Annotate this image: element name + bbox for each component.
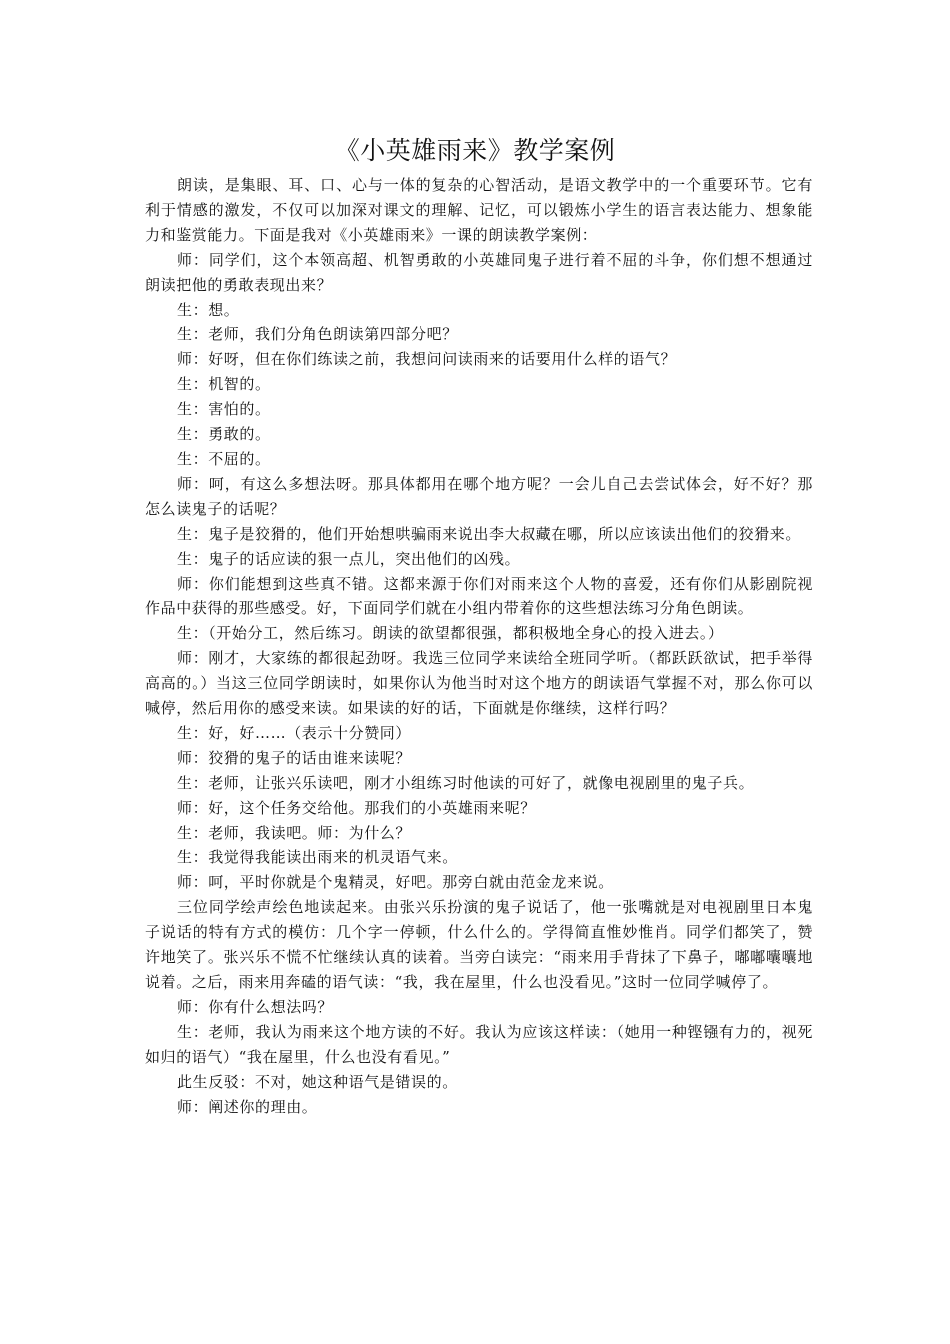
split-line-left: 生：老师，我读吧。	[177, 823, 318, 842]
paragraph: 生：鬼子是狡猾的，他们开始想哄骗雨来说出李大叔藏在哪，所以应该读出他们的狡猾来。	[177, 524, 802, 543]
paragraph: 生：想。	[177, 300, 240, 319]
paragraph: 生：机智的。	[177, 375, 271, 394]
paragraph: 生：害怕的。	[177, 400, 271, 419]
paragraph: 生：老师，我们分角色朗读第四部分吧？	[177, 325, 458, 344]
paragraph: 师：呵，平时你就是个鬼精灵，好吧。那旁白就由范金龙来说。	[177, 873, 614, 892]
paragraph: 师：好呀，但在你们练读之前，我想问问读雨来的话要用什么样的语气？	[177, 350, 677, 369]
document-title: 《小英雄雨来》教学案例	[334, 136, 616, 165]
paragraph: 师：刚才，大家练的都很起劲呀。我选三位同学来读给全班同学听。（都跃跃欲试，把手举得高高的。）当这三位同学朗读时，如果你认为他当时对这个地方的朗读语气掌握不对，那么你可以喊停，然后用你的感受来读。如果读的好的话，下面就是你继续，这样行吗？	[145, 649, 813, 718]
paragraph: 师：狡猾的鬼子的话由谁来读呢？	[177, 748, 412, 767]
paragraph: 生：老师，让张兴乐读吧，刚才小组练习时他读的可好了，就像电视剧里的鬼子兵。	[177, 773, 755, 792]
paragraph: 师：你们能想到这些真不错。这都来源于你们对雨来这个人物的喜爱，还有你们从影剧院视作品中获得的那些感受。好，下面同学们就在小组内带着你的这些想法练习分角色朗读。	[145, 574, 813, 618]
paragraph: 生：好，好……（表示十分赞同）	[177, 723, 412, 742]
paragraph: 生：鬼子的话应读的狠一点儿，突出他们的凶残。	[177, 549, 521, 568]
paragraph: 师：好，这个任务交给他。那我们的小英雄雨来呢？	[177, 798, 536, 817]
paragraph: 三位同学绘声绘色地读起来。由张兴乐扮演的鬼子说话了，他一张嘴就是对电视剧里日本鬼子说话的特有方式的模仿：几个字一停顿，什么什么的。学得简直惟妙惟肖。同学们都笑了，赞许地笑了。张兴乐不慌不忙继续认真的读着。当旁白读完：“雨来用手背抹了下鼻子，嘟嘟囔囔地说着。之后，雨来用奔磕的语气读：“我，我在屋里，什么也没看见。”这时一位同学喊停了。	[145, 898, 813, 991]
split-line	[145, 821, 813, 846]
paragraph: 生：老师，我认为雨来这个地方读的不好。我认为应该这样读：（她用一种铿镪有力的，视死如归的语气）“我在屋里，什么也没有看见。”	[145, 1022, 813, 1066]
paragraph: 朗读，是集眼、耳、口、心与一体的复杂的心智活动，是语文教学中的一个重要环节。它有利于情感的激发，不仅可以加深对课文的理解、记忆，可以锻炼小学生的语言表达能力、想象能力和鉴赏能力。下面是我对《小英雄雨来》一课的朗读教学案例：	[145, 176, 813, 244]
paragraph: 生：我觉得我能读出雨来的机灵语气来。	[177, 848, 458, 867]
paragraph: 师：阐述你的理由。	[177, 1097, 318, 1116]
paragraph: 此生反驳：不对，她这种语气是错误的。	[177, 1072, 458, 1091]
paragraph: 生：勇敢的。	[177, 425, 271, 444]
paragraph: 师：同学们，这个本领高超、机智勇敢的小英雄同鬼子进行着不屈的斗争，你们想不想通过朗读把他的勇敢表现出来？	[145, 250, 813, 294]
paragraph: 师：呵，有这么多想法呀。那具体都用在哪个地方呢？一会儿自己去尝试体会，好不好？那怎么读鬼子的话呢？	[145, 474, 813, 518]
paragraph: 生：不屈的。	[177, 449, 271, 468]
paragraph: 师：你有什么想法吗？	[177, 997, 334, 1016]
paragraph: 生：（开始分工，然后练习。朗读的欲望都很强，都积极地全身心的投入进去。）	[177, 624, 724, 643]
document-body	[145, 173, 813, 1119]
split-line-right: 师：为什么？	[317, 823, 412, 842]
